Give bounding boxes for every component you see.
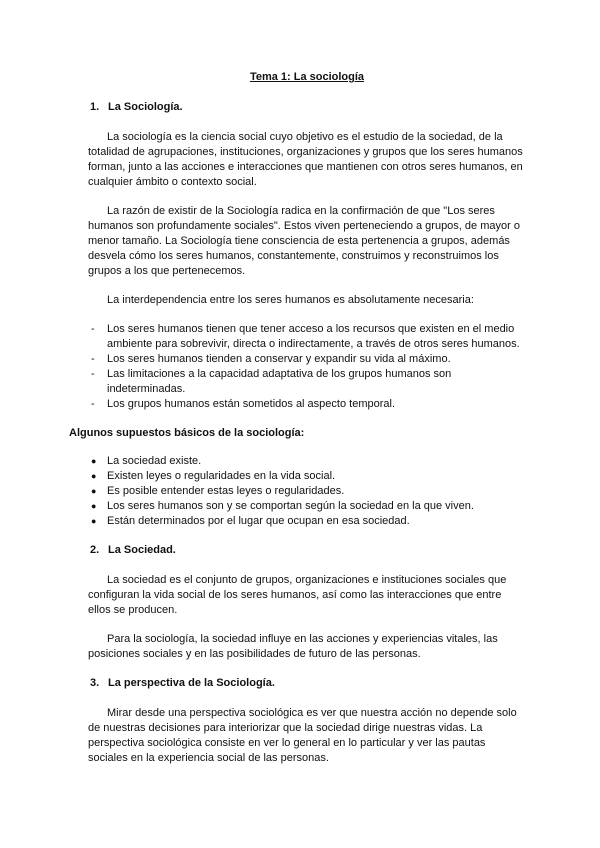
list-item [88, 454, 526, 469]
bullet-marker: ● [91, 456, 97, 466]
list-item [88, 352, 526, 367]
supuestos-heading: Algunos supuestos básicos de la sociología: [69, 427, 305, 439]
list-item [88, 514, 526, 529]
section-2-number: 2. [90, 544, 100, 556]
section-2-title: La Sociedad. [108, 544, 176, 556]
list-item-text: Los seres humanos tienden a conservar y expandir su vida al máximo. [107, 353, 451, 365]
list-item-text: Las limitaciones a la capacidad adaptativa de los grupos humanos son indeterminadas. [107, 368, 452, 395]
section-1-paragraph-2: La razón de existir de la Sociología radica en la confirmación de que "Los seres humanos son profundamente sociales". Estos viven perteneciendo a grupos, de mayor o menor tamaño. La Sociología tiene consciencia de esta pertenencia a grupos, además desvela cómo los seres humanos, constantemente, construimos y reconstruimos los grupos a los que pertenecemos. [88, 205, 520, 277]
list-item [88, 367, 526, 397]
dash-marker: - [91, 353, 95, 365]
list-item [88, 499, 526, 514]
bullet-marker: ● [91, 471, 97, 481]
section-1-number: 1. [90, 101, 100, 113]
section-1-paragraph-1: La sociología es la ciencia social cuyo objetivo es el estudio de la sociedad, de la totalidad de agrupaciones, instituciones, organizaciones y grupos que los seres humanos forman, junto a las acciones e interacciones que mantienen con otros seres humanos, en cualquier ámbito o contexto social. [88, 131, 523, 188]
bullet-marker: ● [91, 486, 97, 496]
section-1-title: La Sociología. [108, 101, 183, 113]
section-2-paragraph-2: Para la sociología, la sociedad influye en las acciones y experiencias vitales, las posiciones sociales y en las posibilidades de futuro de las personas. [88, 633, 498, 660]
list-item-text: Es posible entender estas leyes o regularidades. [107, 485, 345, 497]
list-item-text: Están determinados por el lugar que ocupan en esa sociedad. [107, 515, 410, 527]
list-item [88, 484, 526, 499]
dash-marker: - [91, 398, 95, 410]
dash-marker: - [91, 323, 95, 335]
bullet-marker: ● [91, 516, 97, 526]
section-3-paragraph-1: Mirar desde una perspectiva sociológica es ver que nuestra acción no depende solo de nuestras decisiones para interiorizar que la sociedad dirige nuestras vidas. La perspectiva sociológica consiste en ver lo general en lo particular y ver las pautas sociales en la experiencia social de las personas. [88, 707, 517, 764]
document-title: Tema 1: La sociología [249, 71, 365, 83]
list-item-text: La sociedad existe. [107, 455, 202, 467]
section-2-heading [88, 543, 526, 558]
section-1-paragraph-3: La interdependencia entre los seres humanos es absolutamente necesaria: [107, 294, 474, 306]
list-item-text: Los grupos humanos están sometidos al aspecto temporal. [107, 398, 395, 410]
section-3-number: 3. [90, 677, 100, 689]
list-item-text: Existen leyes o regularidades en la vida social. [107, 470, 336, 482]
dash-marker: - [91, 368, 95, 380]
list-item [88, 469, 526, 484]
section-3-title: La perspectiva de la Sociología. [108, 677, 275, 689]
list-item [88, 322, 526, 352]
interdependence-list [88, 322, 526, 412]
bullet-marker: ● [91, 501, 97, 511]
section-3-heading [88, 676, 526, 691]
section-1-heading [88, 100, 526, 115]
list-item-text: Los seres humanos tienen que tener acceso a los recursos que existen en el medio ambiente para sobrevivir, directa o indirectamente, a través de otros seres humanos. [107, 323, 520, 350]
list-item-text: Los seres humanos son y se comportan según la sociedad en la que viven. [107, 500, 474, 512]
list-item [88, 397, 526, 412]
document-page [69, 70, 526, 780]
supuestos-list [88, 454, 526, 529]
section-2-paragraph-1: La sociedad es el conjunto de grupos, organizaciones e instituciones sociales que configuran la vida social de los seres humanos, así como las interacciones que entre ellos se producen. [88, 574, 507, 616]
